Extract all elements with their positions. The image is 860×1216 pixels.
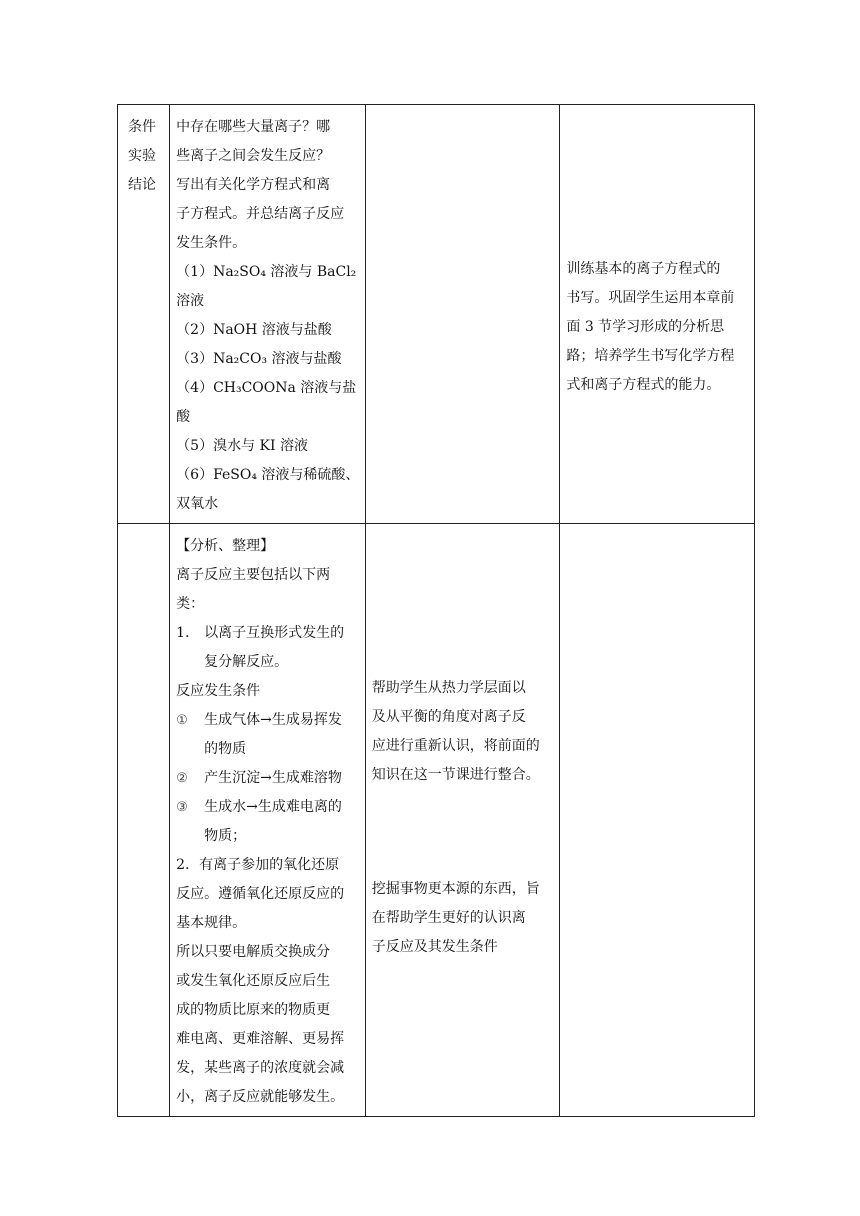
content-line: （5）溴水与 KI 溶液	[176, 438, 308, 454]
item-text: 复分解反应。	[204, 654, 289, 670]
content-line: （2）NaOH 溶液与盐酸	[176, 322, 332, 338]
intro-line: 类：	[176, 596, 205, 612]
summary-line: 小，离子反应就能够发生。	[176, 1089, 345, 1105]
stage-label-line: 实验	[128, 148, 156, 164]
item-text: 2．有离子参加的氧化还原	[176, 857, 340, 873]
content-line: 中存在哪些大量离子？哪	[176, 119, 331, 135]
content-line: 些离子之间会发生反应？	[176, 148, 331, 164]
lesson-plan-table	[117, 104, 755, 1117]
content-line: 溶液	[176, 293, 205, 309]
intent-line: 式和离子方程式的能力。	[566, 377, 721, 393]
content-line: 写出有关化学方程式和离	[176, 177, 331, 193]
circled-number: ①	[176, 713, 188, 728]
summary-line: 成的物质比原来的物质更	[176, 1002, 331, 1018]
intent-line: 及从平衡的角度对离子反	[371, 709, 526, 725]
intent-line: 面 3 节学习形成的分析思	[566, 319, 725, 335]
condition-text: 产生沉淀→生成难溶物	[204, 770, 342, 786]
intent-line: 子反应及其发生条件	[371, 939, 498, 955]
intent-line: 路；培养学生书写化学方程	[566, 348, 735, 364]
teaching-content-cell	[170, 105, 366, 524]
content-line: （1）Na₂SO₄ 溶液与 BaCl₂	[176, 264, 357, 280]
content-line: （6）FeSO₄ 溶液与稀硫酸、	[176, 467, 360, 483]
intent-line: 训练基本的离子方程式的	[566, 261, 721, 277]
analysis-content-cell	[170, 524, 366, 1117]
circled-number: ②	[176, 771, 188, 786]
condition-text: 生成水→生成难电离的	[204, 799, 342, 815]
design-intent-cell	[560, 105, 755, 524]
intent-line: 在帮助学生更好的认识离	[371, 910, 526, 926]
section-heading: 【分析、整理】	[176, 538, 275, 554]
content-line: （4）CH₃COONa 溶液与盐	[176, 380, 357, 396]
circled-number: ③	[176, 800, 188, 815]
intent-line: 知识在这一节课进行整合。	[371, 767, 540, 783]
content-line: 子方程式。并总结离子反应	[176, 206, 345, 222]
item-text: 以离子互换形式发生的	[204, 625, 345, 641]
empty-cell	[560, 524, 755, 1117]
condition-text: 的物质	[204, 741, 247, 757]
stage-label-cell	[118, 524, 170, 1117]
content-line: 双氧水	[176, 496, 219, 512]
table-row	[118, 105, 755, 524]
stage-label-line: 结论	[128, 177, 156, 193]
stage-label-line: 条件	[128, 119, 156, 135]
list-item	[176, 706, 359, 735]
item-number: 1．	[176, 625, 200, 641]
summary-line: 发，某些离子的浓度就会减	[176, 1060, 345, 1076]
intent-line: 挖掘事物更本源的东西，旨	[371, 881, 540, 897]
intent-line: 书写。巩固学生运用本章前	[566, 290, 735, 306]
condition-text: 物质；	[204, 828, 247, 844]
condition-title: 反应发生条件	[176, 683, 261, 699]
condition-text: 生成气体→生成易挥发	[204, 712, 342, 728]
intent-line: 帮助学生从热力学层面以	[371, 680, 526, 696]
content-line: 酸	[176, 409, 191, 425]
intent-line: 应进行重新认识，将前面的	[371, 738, 540, 754]
summary-line: 或发生氧化还原反应后生	[176, 973, 331, 989]
content-line: （3）Na₂CO₃ 溶液与盐酸	[176, 351, 342, 367]
table-row	[118, 524, 755, 1117]
summary-line: 难电离、更难溶解、更易挥	[176, 1031, 345, 1047]
stage-label-cell	[118, 105, 170, 524]
intro-line: 离子反应主要包括以下两	[176, 567, 331, 583]
spacer	[372, 790, 554, 875]
list-item	[176, 764, 359, 793]
design-intent-cell	[365, 524, 560, 1117]
list-item	[176, 619, 359, 648]
student-activity-cell	[365, 105, 560, 524]
content-line: 发生条件。	[176, 235, 247, 251]
list-item	[176, 793, 359, 822]
item-text: 反应。遵循氧化还原反应的	[176, 886, 345, 902]
summary-line: 所以只要电解质交换成分	[176, 944, 331, 960]
item-text: 基本规律。	[176, 915, 247, 931]
